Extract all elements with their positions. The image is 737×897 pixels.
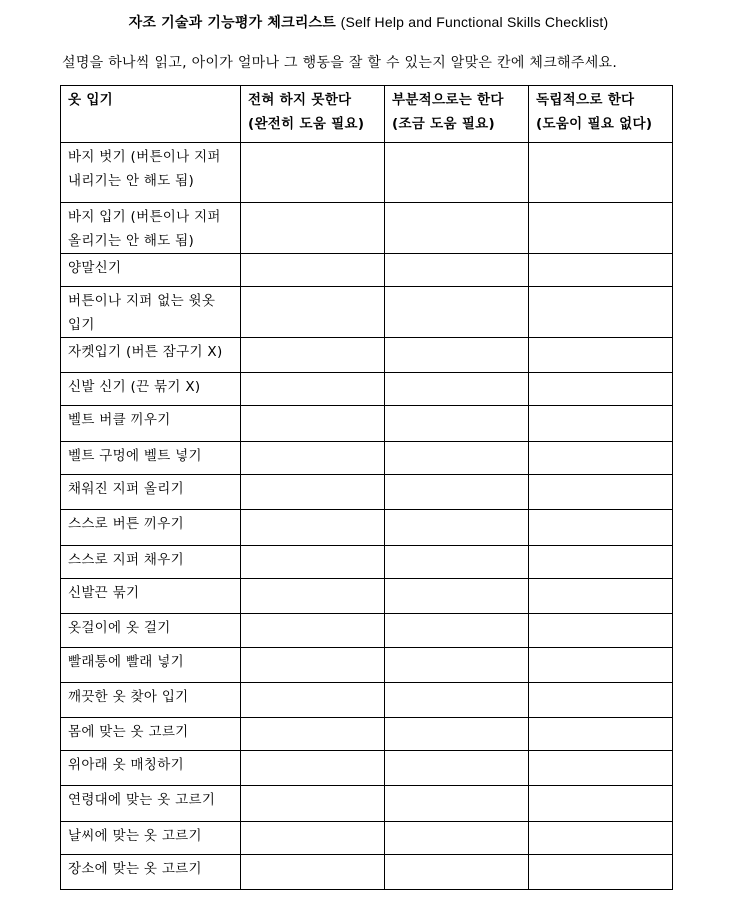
check-cell-cannot-do[interactable]: [241, 751, 385, 786]
skill-label: 날씨에 맞는 옷 고르기: [61, 822, 241, 855]
check-cell-independent[interactable]: [529, 683, 673, 718]
table-row: [61, 751, 673, 786]
table-row: [61, 338, 673, 373]
check-cell-independent[interactable]: [529, 614, 673, 648]
header-line1: 전혀 하지 못한다: [248, 92, 352, 108]
check-cell-independent[interactable]: [529, 442, 673, 475]
skill-label: 양말신기: [61, 254, 241, 287]
table-row: [61, 203, 673, 254]
header-line1: 부분적으로는 한다: [392, 92, 504, 108]
table-row: [61, 546, 673, 579]
check-cell-cannot-do[interactable]: [241, 822, 385, 855]
check-cell-independent[interactable]: [529, 648, 673, 683]
check-cell-partially[interactable]: [385, 683, 529, 718]
table-row: [61, 475, 673, 510]
table-row: [61, 855, 673, 890]
skill-label: 채워진 지퍼 올리기: [61, 475, 241, 510]
table-row: [61, 287, 673, 338]
check-cell-cannot-do[interactable]: [241, 855, 385, 890]
check-cell-independent[interactable]: [529, 718, 673, 751]
check-cell-cannot-do[interactable]: [241, 510, 385, 546]
check-cell-cannot-do[interactable]: [241, 718, 385, 751]
skill-label: 신발끈 묶기: [61, 579, 241, 614]
check-cell-cannot-do[interactable]: [241, 442, 385, 475]
check-cell-independent[interactable]: [529, 254, 673, 287]
check-cell-cannot-do[interactable]: [241, 143, 385, 203]
check-cell-cannot-do[interactable]: [241, 406, 385, 442]
skill-label: 장소에 맞는 옷 고르기: [61, 855, 241, 890]
check-cell-independent[interactable]: [529, 143, 673, 203]
check-cell-independent[interactable]: [529, 579, 673, 614]
table-row: [61, 648, 673, 683]
skill-label: 스스로 버튼 끼우기: [61, 510, 241, 546]
table-row: [61, 822, 673, 855]
check-cell-partially[interactable]: [385, 254, 529, 287]
table-row: [61, 406, 673, 442]
skill-label: 몸에 맞는 옷 고르기: [61, 718, 241, 751]
check-cell-partially[interactable]: [385, 475, 529, 510]
skill-label: 버튼이나 지퍼 없는 윗옷 입기: [61, 287, 241, 338]
header-category: [61, 86, 241, 143]
header-line2: (조금 도움 필요): [392, 116, 495, 132]
check-cell-independent[interactable]: [529, 822, 673, 855]
skill-label: 깨끗한 옷 찾아 입기: [61, 683, 241, 718]
check-cell-cannot-do[interactable]: [241, 614, 385, 648]
skill-label: 스스로 지퍼 채우기: [61, 546, 241, 579]
check-cell-independent[interactable]: [529, 546, 673, 579]
check-cell-independent[interactable]: [529, 751, 673, 786]
document-title: [0, 12, 737, 33]
check-cell-partially[interactable]: [385, 546, 529, 579]
check-cell-cannot-do[interactable]: [241, 579, 385, 614]
skill-label: 옷걸이에 옷 걸기: [61, 614, 241, 648]
header-partially: [385, 86, 529, 143]
check-cell-partially[interactable]: [385, 510, 529, 546]
check-cell-partially[interactable]: [385, 855, 529, 890]
check-cell-independent[interactable]: [529, 406, 673, 442]
skill-label: 위아래 옷 매칭하기: [61, 751, 241, 786]
check-cell-cannot-do[interactable]: [241, 203, 385, 254]
table-row: [61, 373, 673, 406]
check-cell-independent[interactable]: [529, 338, 673, 373]
instruction-text: 설명을 하나씩 읽고, 아이가 얼마나 그 행동을 잘 할 수 있는지 알맞은 칸에 체크해주세요.: [62, 55, 618, 71]
check-cell-cannot-do[interactable]: [241, 546, 385, 579]
check-cell-partially[interactable]: [385, 406, 529, 442]
header-category-line1: 옷 입기: [68, 92, 114, 108]
check-cell-cannot-do[interactable]: [241, 683, 385, 718]
check-cell-independent[interactable]: [529, 786, 673, 822]
check-cell-cannot-do[interactable]: [241, 648, 385, 683]
table-row: [61, 683, 673, 718]
skill-label: 바지 입기 (버튼이나 지퍼 올리기는 안 해도 됨): [61, 203, 241, 254]
check-cell-partially[interactable]: [385, 718, 529, 751]
table-row: [61, 614, 673, 648]
check-cell-independent[interactable]: [529, 203, 673, 254]
check-cell-cannot-do[interactable]: [241, 373, 385, 406]
check-cell-independent[interactable]: [529, 475, 673, 510]
table-row: [61, 254, 673, 287]
check-cell-partially[interactable]: [385, 287, 529, 338]
header-row: [61, 86, 673, 143]
skill-label: 빨래통에 빨래 넣기: [61, 648, 241, 683]
checklist-table: [60, 85, 673, 890]
table-row: [61, 143, 673, 203]
check-cell-cannot-do[interactable]: [241, 786, 385, 822]
skill-label: 벨트 버클 끼우기: [61, 406, 241, 442]
check-cell-partially[interactable]: [385, 203, 529, 254]
check-cell-independent[interactable]: [529, 855, 673, 890]
check-cell-partially[interactable]: [385, 442, 529, 475]
title-english: (Self Help and Functional Skills Checklist): [340, 14, 609, 30]
header-line2: (도움이 필요 없다): [536, 116, 653, 132]
title-korean: 자조 기술과 기능평가 체크리스트: [128, 15, 336, 31]
check-cell-partially[interactable]: [385, 822, 529, 855]
check-cell-cannot-do[interactable]: [241, 254, 385, 287]
check-cell-partially[interactable]: [385, 648, 529, 683]
skill-label: 벨트 구멍에 벨트 넣기: [61, 442, 241, 475]
header-line2: (완전히 도움 필요): [248, 116, 365, 132]
check-cell-partially[interactable]: [385, 373, 529, 406]
check-cell-cannot-do[interactable]: [241, 338, 385, 373]
check-cell-partially[interactable]: [385, 579, 529, 614]
check-cell-partially[interactable]: [385, 143, 529, 203]
skill-label: 연령대에 맞는 옷 고르기: [61, 786, 241, 822]
check-cell-partially[interactable]: [385, 751, 529, 786]
check-cell-partially[interactable]: [385, 614, 529, 648]
skill-label: 자켓입기 (버튼 잠구기 X): [61, 338, 241, 373]
check-cell-independent[interactable]: [529, 510, 673, 546]
table-row: [61, 510, 673, 546]
table-row: [61, 786, 673, 822]
check-cell-cannot-do[interactable]: [241, 475, 385, 510]
check-cell-independent[interactable]: [529, 373, 673, 406]
header-cannot-do: [241, 86, 385, 143]
header-line1: 독립적으로 한다: [536, 92, 635, 108]
check-cell-partially[interactable]: [385, 786, 529, 822]
check-cell-cannot-do[interactable]: [241, 287, 385, 338]
check-cell-partially[interactable]: [385, 338, 529, 373]
header-independent: [529, 86, 673, 143]
table-row: [61, 718, 673, 751]
table-row: [61, 579, 673, 614]
skill-label: 신발 신기 (끈 묶기 X): [61, 373, 241, 406]
check-cell-independent[interactable]: [529, 287, 673, 338]
skill-label: 바지 벗기 (버튼이나 지퍼 내리기는 안 해도 됨): [61, 143, 241, 203]
table-row: [61, 442, 673, 475]
